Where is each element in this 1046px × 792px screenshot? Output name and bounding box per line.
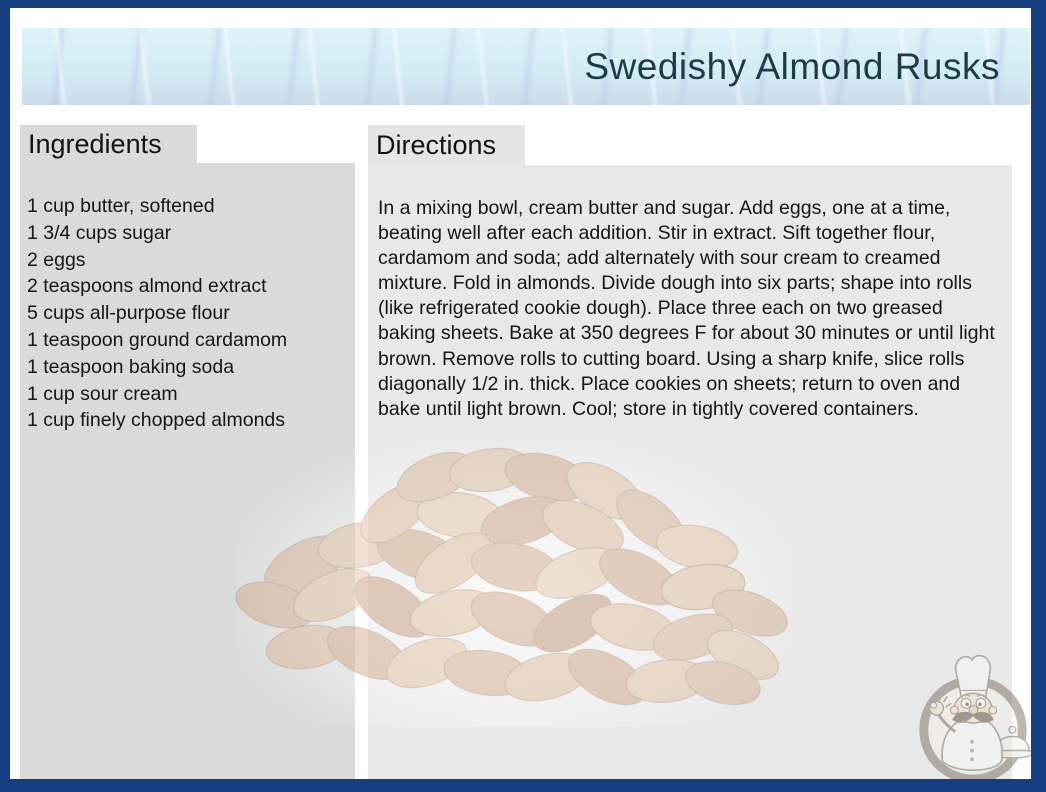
directions-heading-box xyxy=(368,125,525,165)
page-border-left xyxy=(0,0,10,792)
ingredient-item: 1 cup sour cream xyxy=(27,382,178,405)
almond-pile-image xyxy=(235,435,795,725)
header-band xyxy=(22,28,1030,105)
directions-text: In a mixing bowl, cream butter and sugar. Add eggs, one at a time, beating well after each addition. Stir in extract. Sift together flour, cardamom and soda; add alternately with sour cream to creamed mixture. Fold in almonds. Divide dough into six parts; shape into rolls (like refrigerated cookie dough). Place three each on two greased baking sheets. Bake at 350 degrees F for about 30 minutes or until light brown. Remove rolls to cutting board. Using a sharp knife, slice rolls diagonally 1/2 in. thick. Place cookies on sheets; return to oven and bake until light brown. Cool; store in tightly covered containers. xyxy=(378,197,995,420)
directions-heading: Directions xyxy=(376,129,497,160)
ingredients-heading: Ingredients xyxy=(28,128,162,159)
ingredients-list xyxy=(20,163,355,434)
ingredient-item: 2 teaspoons almond extract xyxy=(27,275,267,298)
ingredient-item: 1 3/4 cups sugar xyxy=(27,221,172,244)
ingredient-item: 5 cups all-purpose flour xyxy=(27,302,230,325)
chef-icon xyxy=(910,650,1038,790)
ingredient-item: 1 teaspoon baking soda xyxy=(27,355,235,378)
page-border-top xyxy=(0,0,1046,8)
ingredients-heading-box xyxy=(20,125,197,163)
page-border-right xyxy=(1031,0,1046,792)
ingredient-item: 1 teaspoon ground cardamom xyxy=(27,328,288,351)
page-title: Swedishy Almond Rusks xyxy=(584,45,1000,87)
ingredient-item: 2 eggs xyxy=(27,248,86,271)
ingredient-item: 1 cup finely chopped almonds xyxy=(27,409,286,432)
page-border-bottom xyxy=(0,779,1046,792)
ingredient-item: 1 cup butter, softened xyxy=(27,195,215,217)
